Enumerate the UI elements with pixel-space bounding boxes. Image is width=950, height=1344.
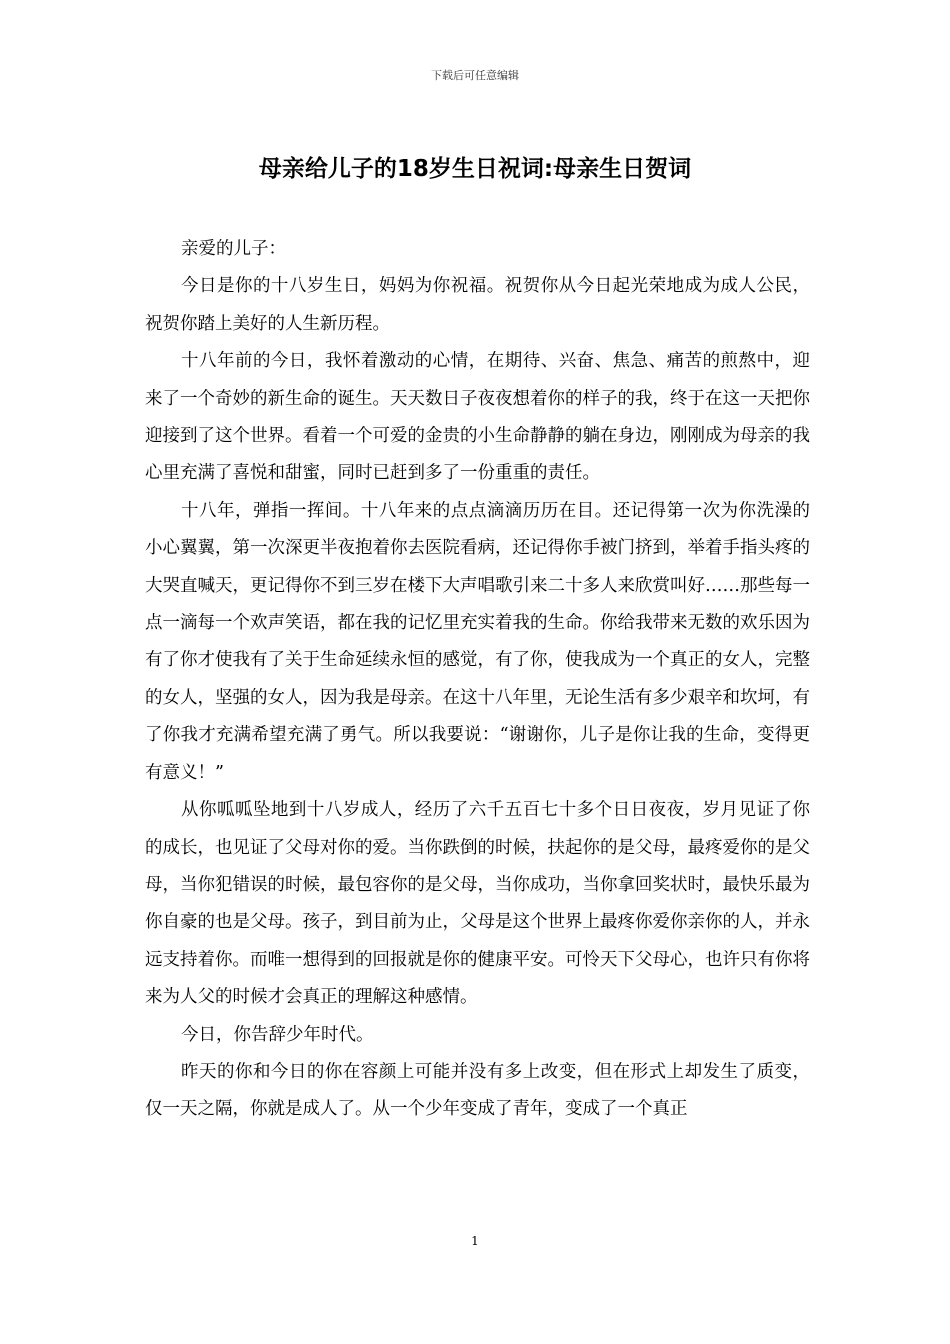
paragraph: 今日是你的十八岁生日，妈妈为你祝福。祝贺你从今日起光荣地成为成人公民，祝贺你踏上美好的人生新历程。 (145, 276, 810, 334)
paragraph: 十八年前的今日，我怀着激动的心情，在期待、兴奋、焦急、痛苦的煎熬中，迎来了一个奇妙的新生命的诞生。天天数日子夜夜想着你的样子的我，终于在这一天把你迎接到了这个世界。看着一个可爱的金贵的小生命静静的躺在身边，刚刚成为母亲的我心里充满了喜悦和甜蜜，同时已赶到多了一份重重的责任。 (145, 351, 810, 484)
header-note: 下载后可任意编辑 (431, 69, 519, 82)
page-number: 1 (471, 1234, 479, 1248)
salutation: 亲爱的儿子： (181, 239, 286, 259)
page-title: 母亲给儿子的18岁生日祝词:母亲生日贺词 (258, 156, 692, 182)
letter-body (145, 231, 810, 1129)
paragraph: 十八年，弹指一挥间。十八年来的点点滴滴历历在目。还记得第一次为你洗澡的小心翼翼，第一次深更半夜抱着你去医院看病，还记得你手被门挤到，举着手指头疼的大哭直喊天，更记得你不到三岁在楼下大声唱歌引来二十多人来欣赏叫好……那些每一点一滴每一个欢声笑语，都在我的记忆里充实着我的生命。你给我带来无数的欢乐因为有了你才使我有了关于生命延续永恒的感觉，有了你，使我成为一个真正的女人，完整的女人，坚强的女人，因为我是母亲。在这十八年里，无论生活有多少艰辛和坎坷，有了你我才充满希望充满了勇气。所以我要说：“谢谢你，儿子是你让我的生命，变得更有意义！” (145, 500, 810, 783)
paragraph: 昨天的你和今日的你在容颜上可能并没有多上改变，但在形式上却发生了质变，仅一天之隔，你就是成人了。从一个少年变成了青年，变成了一个真正 (145, 1061, 810, 1120)
paragraph: 今日，你告辞少年时代。 (181, 1024, 374, 1045)
paragraph: 从你呱呱坠地到十八岁成人，经历了六千五百七十多个日日夜夜，岁月见证了你的成长，也见证了父母对你的爱。当你跌倒的时候，扶起你的是父母，最疼爱你的是父母，当你犯错误的时候，最包容你的是父母，当你成功，当你拿回奖状时，最快乐最为你自豪的也是父母。孩子，到目前为止，父母是这个世界上最疼你爱你亲你的人，并永远支持着你。而唯一想得到的回报就是你的健康平安。可怜天下父母心，也许只有你将来为人父的时候才会真正的理解这种感情。 (145, 800, 810, 1008)
